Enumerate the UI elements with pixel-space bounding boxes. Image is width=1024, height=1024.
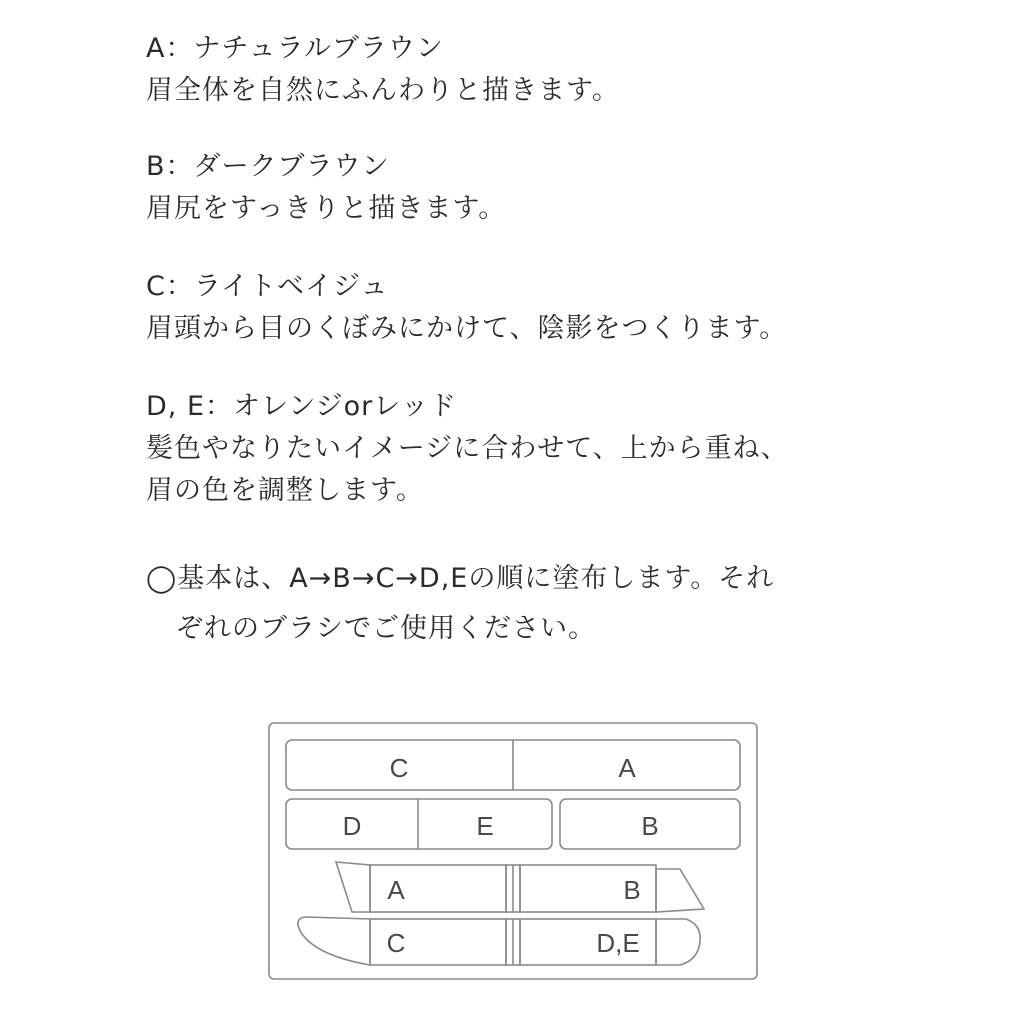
pan-e-label: E: [476, 811, 494, 841]
palette-diagram: [268, 722, 758, 980]
shade-b-title: B：ダークブラウン: [146, 151, 390, 182]
shade-c-body: 眉頭から目のくぼみにかけて、陰影をつくります。: [146, 313, 788, 344]
shade-c-title: C：ライトベイジュ: [146, 271, 389, 302]
shade-c-description: [146, 266, 787, 350]
brush-top-b-label: B: [623, 875, 641, 905]
shade-a-title: A：ナチュラルブラウン: [146, 33, 444, 64]
pan-b-label: B: [641, 811, 659, 841]
usage-note: [146, 554, 774, 654]
shade-a-description: [146, 28, 620, 112]
shade-de-body-line2: 眉の色を調整します。: [146, 475, 424, 506]
shade-b-body: 眉尻をすっきりと描きます。: [146, 193, 507, 224]
brush-top-a-label: A: [387, 875, 405, 905]
brush-bottom-de-label: D,E: [596, 928, 640, 958]
usage-note-line2: ぞれのブラシでご使用ください。: [176, 613, 596, 644]
shade-b-description: [146, 146, 506, 230]
pan-d-label: D: [342, 811, 362, 841]
usage-note-line1: ◯基本は、A→B→C→D,Eの順に塗布します。それ: [146, 563, 775, 594]
shade-de-description: [146, 386, 789, 512]
shade-de-body-line1: 髪色やなりたいイメージに合わせて、上から重ね、: [146, 433, 789, 464]
pan-c-label: C: [389, 753, 409, 783]
shade-de-title: D, E：オレンジorレッド: [146, 391, 458, 422]
brush-bottom-c-label: C: [386, 928, 406, 958]
shade-a-body: 眉全体を自然にふんわりと描きます。: [146, 75, 620, 106]
pan-a-label: A: [618, 753, 636, 783]
